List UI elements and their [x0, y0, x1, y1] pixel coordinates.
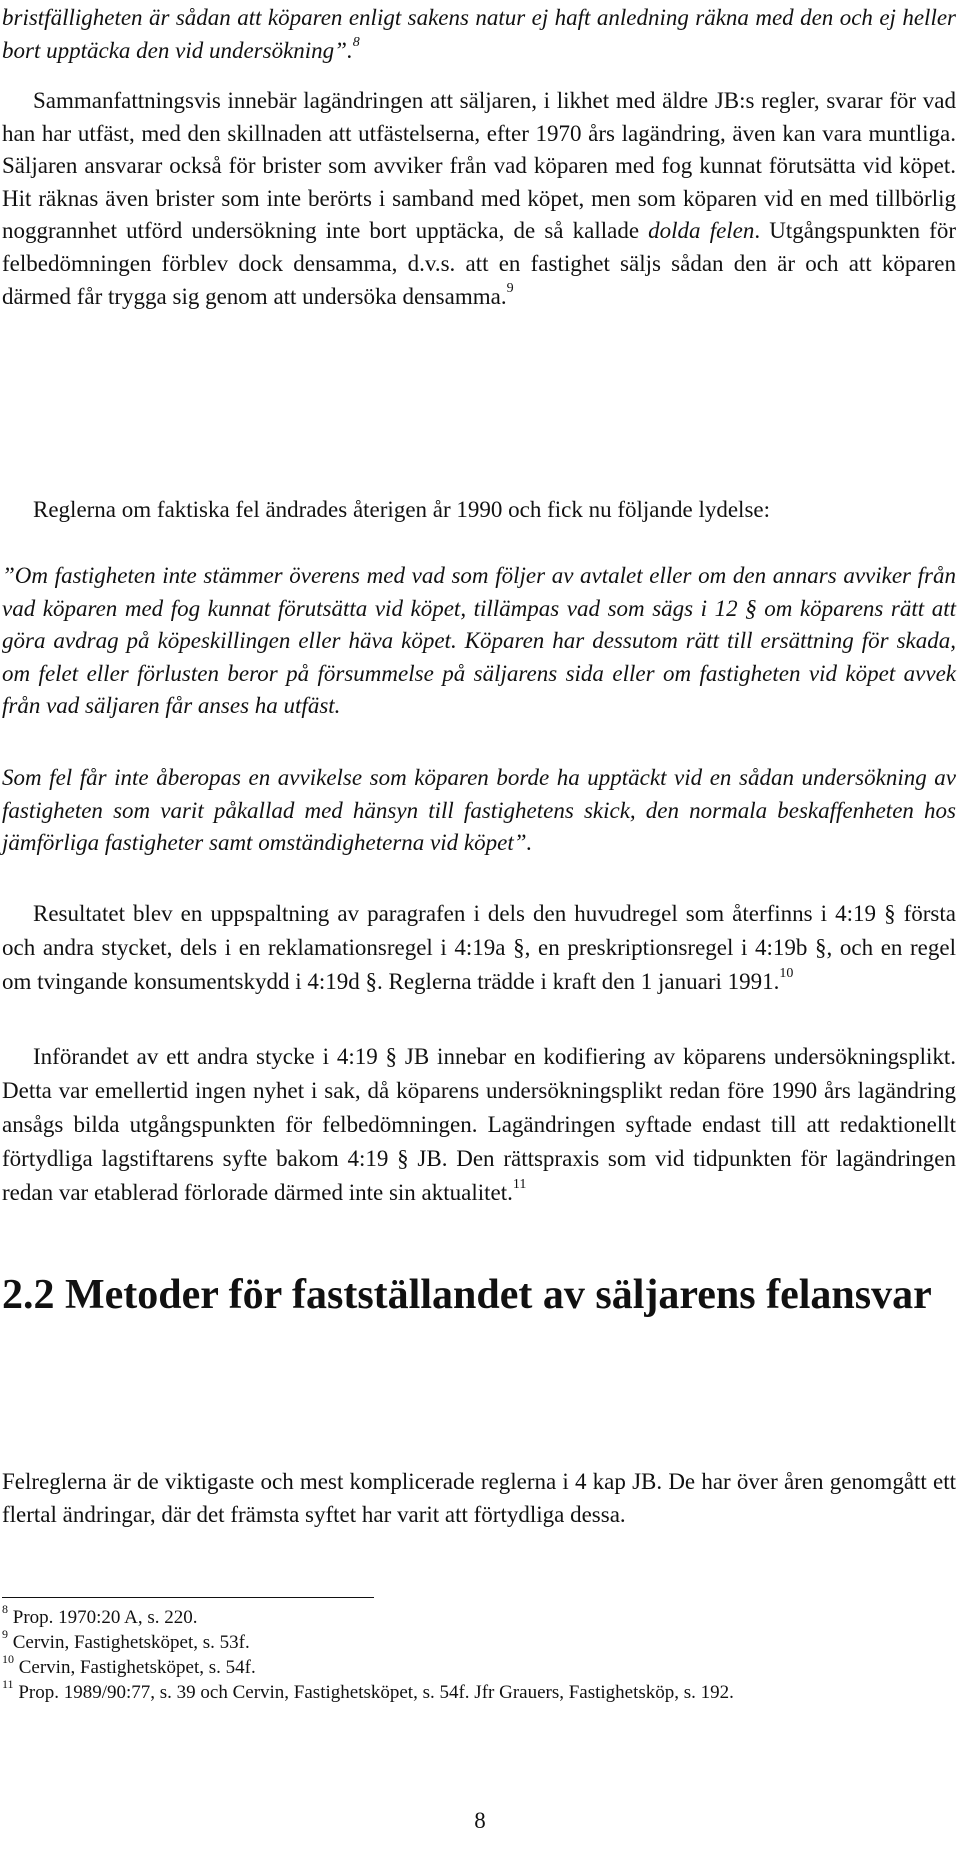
footnote-text: Cervin, Fastighetsköpet, s. 53f.: [12, 1632, 250, 1653]
footnote-text: Prop. 1970:20 A, s. 220.: [12, 1607, 198, 1628]
emphasis-text: dolda felen: [648, 218, 755, 244]
paragraph-summary: [2, 85, 956, 313]
footnote-number: 9: [2, 1626, 8, 1641]
quote-text: Som fel får inte åberopas en avvikelse som köparen borde ha upptäckt vid en sådan undersökning av fastigheten som varit påkallad med hänsyn till fastighetens skick, den normala beskaffenheten hos jämförliga fastigheter samt omständigheterna vid köpet”.: [2, 765, 956, 856]
law-quote-first: [2, 560, 956, 723]
page-number: 8: [474, 1808, 486, 1833]
footnote-ref[interactable]: 10: [779, 966, 794, 982]
footnote-number: 8: [2, 1601, 8, 1616]
footnote: [2, 1601, 956, 1630]
footnote: [2, 1626, 956, 1655]
footnote-separator: [2, 1597, 374, 1598]
footnote-ref[interactable]: 8: [352, 34, 360, 50]
paragraph-text: Resultatet blev en uppspaltning av paragrafen i dels den huvudregel som återfinns i 4:19 § första och andra stycket, dels i en reklamationsregel i 4:19a §, en preskriptionsregel i 4:19b §, och en regel om tvingande konsumentskydd i 4:19d §. Reglerna trädde i kraft den 1 januari 1991.: [2, 901, 956, 994]
quote-text: ”Om fastigheten inte stämmer överens med vad som följer av avtalet eller om den annars avviker från vad köparen med fog kunnat förutsätta vid köpet, tillämpas vad som sägs i 12 § om köparens rätt att göra avdrag på köpeskillingen eller häva köpet. Köparen har dessutom rätt till ersättning för skada, om felet eller förlusten beror på försummelse på säljarens sida eller om fastigheten vid köpet avvek från vad säljaren får anses ha utfäst.: [2, 563, 956, 719]
paragraph-text: . Utgångspunkten för felbedömningen förblev dock densamma, d.v.s. att en fastighet säljs sådan den är och att köparen därmed får trygga sig genom att undersöka densamma.: [2, 218, 957, 309]
paragraph-text: Införandet av ett andra stycke i 4:19 § JB innebar en kodifiering av köparens undersökningsplikt. Detta var emellertid ingen nyhet i sak, då köparens undersökningsplikt redan före 1990 års lagändring ansågs bilda utgångspunkten för felbedömningen. Lagändringen syftade endast till att redaktionellt förtydliga lagstiftarens syfte bakom 4:19 § JB. Den rättspraxis som vid tidpunkten för lagändringen redan var etablerad förlorade därmed inte sin aktualitet.: [2, 1044, 956, 1205]
paragraph-text: bristfälligheten är sådan att köparen enligt sakens natur ej haft anledning räkna med den och ej heller bort upptäcka den vid undersökning”.: [2, 5, 956, 63]
paragraph-continuation: [2, 2, 956, 67]
law-quote-second: [2, 762, 956, 860]
footnote: [2, 1651, 956, 1680]
footnote: [2, 1676, 956, 1705]
paragraph-text: Sammanfattningsvis innebär lagändringen att säljaren, i likhet med äldre JB:s regler, svarar för vad han har utfäst, med den skillnaden att utfästelserna, efter 1970 års lagändring, även kan vara muntliga. Säljaren ansvarar också för brister som avviker från vad köparen med fog kunnat förutsätta vid köpet. Hit räknas även brister som inte berörts i samband med köpet, men som köparen vid en med tillbörlig noggrannhet utförd undersökning inte bort upptäcka, de så kallade: [2, 88, 956, 244]
footnote-text: Cervin, Fastighetsköpet, s. 54f.: [18, 1657, 256, 1678]
footnote-ref[interactable]: 9: [506, 280, 514, 296]
paragraph-introduction: [2, 1040, 956, 1210]
footnotes: [2, 1601, 956, 1705]
section-title: 2.2 Metoder för fastställandet av säljarens felansvar: [2, 1272, 932, 1318]
footnote-text: Prop. 1989/90:77, s. 39 och Cervin, Fastighetsköpet, s. 54f. Jfr Grauers, Fastighetsköp, s. 192.: [18, 1682, 734, 1703]
footnote-ref[interactable]: 11: [512, 1177, 527, 1193]
paragraph-1990-rules: [2, 494, 956, 527]
footnote-number: 11: [2, 1676, 14, 1691]
paragraph-text: Felreglerna är de viktigaste och mest komplicerade reglerna i 4 kap JB. De har över åren genomgått ett flertal ändringar, där det främsta syftet har varit att förtydliga dessa.: [2, 1469, 956, 1527]
section-heading: [2, 1270, 956, 1320]
footnote-number: 10: [2, 1651, 14, 1666]
paragraph-text: Reglerna om faktiska fel ändrades återigen år 1990 och fick nu följande lydelse:: [33, 497, 770, 522]
paragraph-fault-rules: [2, 1466, 956, 1531]
paragraph-result: [2, 897, 956, 999]
